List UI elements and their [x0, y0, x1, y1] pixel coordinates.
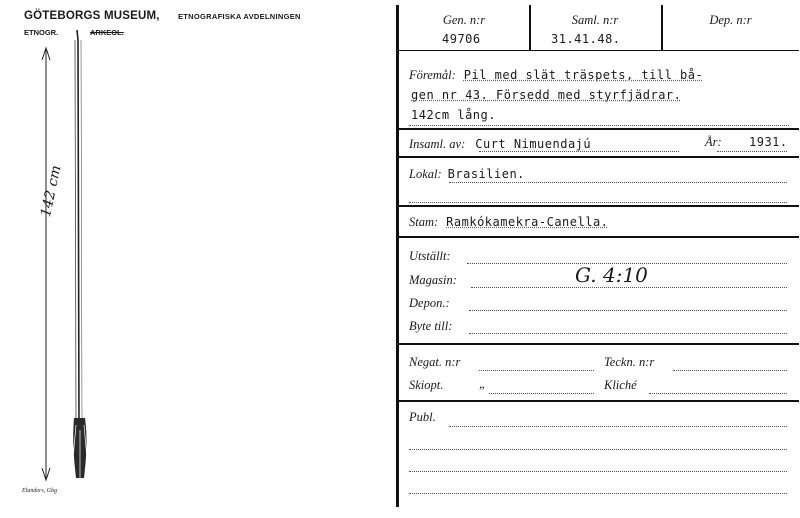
museum-name: GÖTEBORGS MUSEUM,	[24, 10, 160, 22]
teckn-label: Teckn. n:r	[604, 355, 655, 369]
dep-label: Dep. n:r	[709, 13, 752, 27]
foremal-line-1: Pil med slät träspets, till bå-	[463, 68, 704, 82]
length-annotation: 142 cm	[38, 163, 65, 219]
etnogr-label: ETNOGR.	[24, 28, 59, 37]
depon-label: Depon.:	[409, 296, 450, 310]
saml-label: Saml. n:r	[571, 13, 619, 27]
byte-label: Byte till:	[409, 319, 453, 333]
insaml-label: Insaml. av:	[409, 137, 466, 151]
lokal-row	[409, 165, 525, 183]
magasin-value: G. 4:10	[575, 263, 648, 287]
insaml-value: Curt Nimuendajú	[475, 137, 592, 151]
lokal-label: Lokal:	[409, 167, 442, 181]
gen-label: Gen. n:r	[442, 13, 486, 27]
negat-label: Negat. n:r	[409, 355, 461, 369]
magasin-label: Magasin:	[409, 273, 457, 287]
department-name: ETNOGRAFISKA AVDELNINGEN	[178, 12, 301, 21]
ar-value: 1931.	[749, 135, 788, 149]
foremal-label: Föremål:	[409, 68, 456, 82]
number-header	[399, 5, 799, 51]
gen-number: 49706	[442, 32, 481, 46]
stam-label: Stam:	[409, 215, 439, 229]
lokal-value: Brasilien.	[447, 167, 525, 181]
skiopt-label: Skiopt.	[409, 378, 444, 392]
kliche-label: Kliché	[604, 378, 637, 392]
catalog-card	[399, 5, 799, 507]
foremal-line-3: 142cm lång.	[411, 108, 496, 122]
foremal-line-2: gen nr 43. Försedd med styrfjädrar.	[411, 88, 682, 102]
saml-number: 31.41.48.	[551, 32, 621, 46]
printer-imprint: Elanders, Gbg	[22, 488, 57, 494]
dep-cell	[662, 5, 799, 50]
skiopt-ditto: „	[479, 377, 486, 391]
arrow-sketch	[0, 0, 396, 518]
foremal-row	[409, 66, 703, 84]
utstallt-label: Utställt:	[409, 249, 451, 263]
ar-label: År:	[705, 135, 722, 149]
stam-value: Ramkókamekra-Canella.	[446, 215, 609, 229]
stam-row	[409, 213, 608, 231]
arkeol-label: ARKEOL.	[90, 28, 124, 37]
card-left-panel	[0, 0, 396, 518]
publ-label: Publ.	[409, 410, 436, 424]
